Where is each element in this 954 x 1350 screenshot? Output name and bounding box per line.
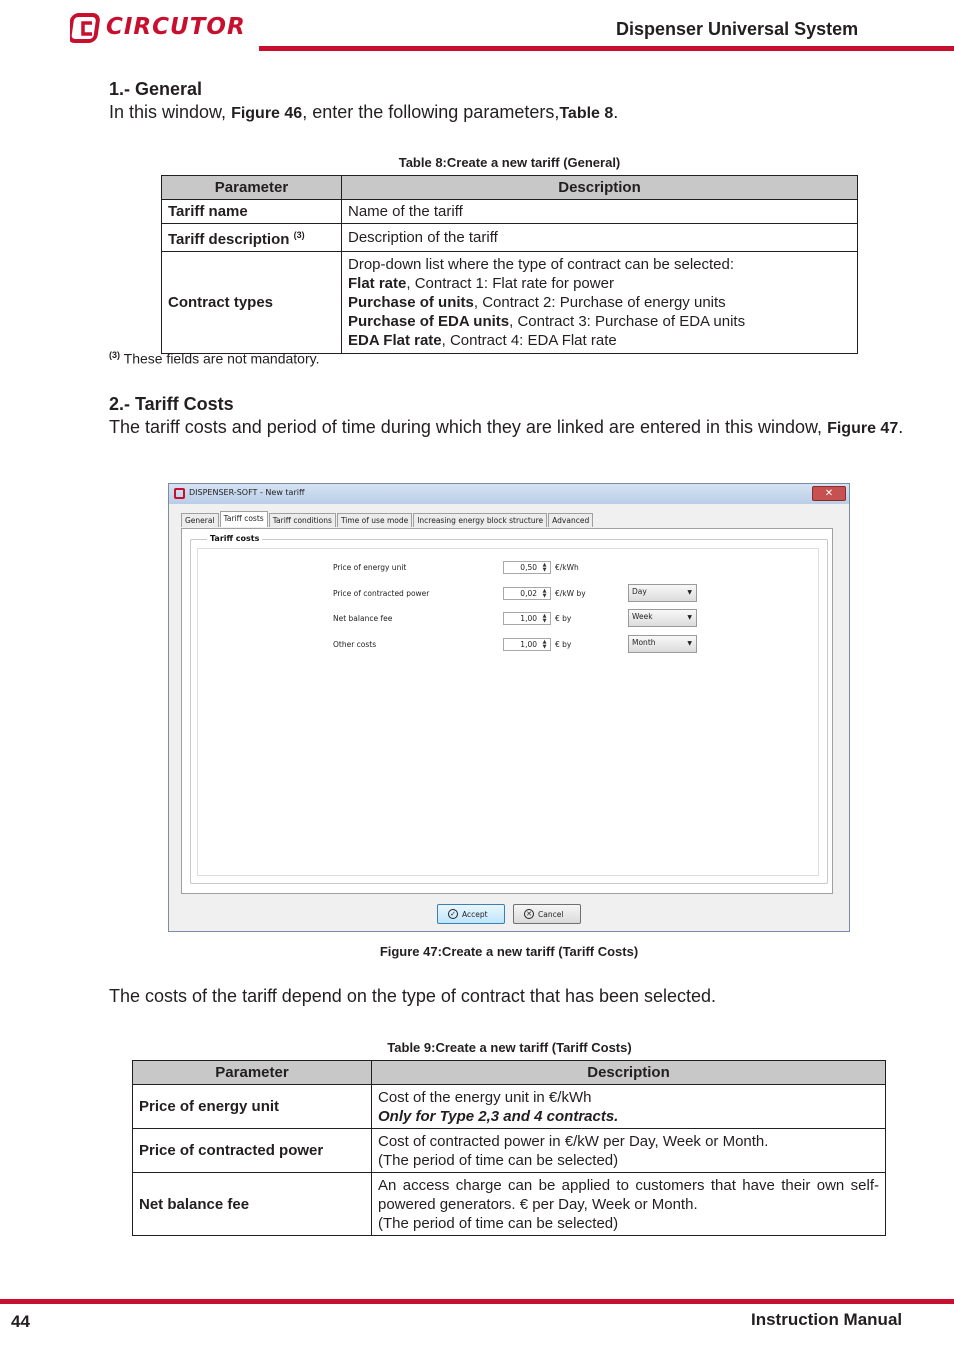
- button-label: Accept: [462, 909, 488, 919]
- table9-caption: Table 9:Create a new tariff (Tariff Costs): [387, 1040, 632, 1055]
- param-cell: Price of contracted power: [133, 1129, 372, 1173]
- window-titlebar: [169, 484, 849, 504]
- desc-cell: [372, 1173, 886, 1236]
- field-label-energy-unit: Price of energy unit: [333, 563, 407, 572]
- cancel-icon: ✕: [524, 909, 534, 919]
- table9: [132, 1060, 886, 1236]
- accept-button[interactable]: [437, 904, 505, 924]
- header-rule: [259, 46, 954, 51]
- unit-label: €/kWh: [555, 563, 579, 572]
- desc-line-bold: Purchase of units: [348, 294, 474, 311]
- field-label-net-balance-fee: Net balance fee: [333, 614, 393, 623]
- param-cell: Tariff name: [162, 200, 342, 224]
- net-balance-fee-period-select[interactable]: [628, 609, 697, 627]
- intro-end: .: [613, 102, 619, 122]
- desc-note: (The period of time can be selected): [378, 1214, 619, 1232]
- desc-line: Cost of contracted power in €/kW per Day, Week or Month.: [378, 1132, 769, 1150]
- tab-advanced[interactable]: Advanced: [548, 513, 593, 527]
- intro-figure-ref: Figure 47: [827, 420, 899, 437]
- group-body: [197, 548, 819, 876]
- section-tariff-costs-intro: [109, 416, 909, 440]
- new-tariff-window: [168, 483, 850, 932]
- chevron-down-icon: ▼: [687, 589, 692, 596]
- desc-line-bold: EDA Flat rate: [348, 332, 442, 349]
- desc-cell: [342, 252, 858, 354]
- column-header: Description: [342, 176, 858, 200]
- energy-unit-price-input[interactable]: [503, 561, 551, 574]
- spinner-icon[interactable]: ▲ ▼: [542, 639, 547, 650]
- input-value: 0,02: [520, 589, 537, 598]
- desc-line-text: , Contract 3: Purchase of EDA units: [509, 313, 746, 330]
- param-cell: Net balance fee: [133, 1173, 372, 1236]
- figure47-caption: Figure 47:Create a new tariff (Tariff Costs): [379, 944, 639, 959]
- footnote-text: These fields are not mandatory.: [120, 350, 320, 367]
- input-value: 0,50: [520, 563, 537, 572]
- select-value: Week: [632, 612, 653, 621]
- desc-cell: [372, 1129, 886, 1173]
- spinner-icon[interactable]: ▲ ▼: [542, 588, 547, 599]
- check-icon: ✓: [448, 909, 458, 919]
- input-value: 1,00: [520, 640, 537, 649]
- footnote-mark: (3): [109, 350, 120, 360]
- footer-manual-title: Instruction Manual: [751, 1310, 903, 1329]
- desc-line: [348, 255, 851, 274]
- tab-increasing-energy-block[interactable]: Increasing energy block structure: [413, 513, 547, 527]
- table8-caption: Table 8:Create a new tariff (General): [398, 155, 621, 170]
- group-title: Tariff costs: [207, 534, 262, 543]
- unit-label: € by: [555, 640, 572, 649]
- other-costs-input[interactable]: [503, 638, 551, 651]
- table-row: [133, 1173, 886, 1236]
- contracted-power-period-select[interactable]: [628, 584, 697, 602]
- desc-cell: Name of the tariff: [342, 200, 858, 224]
- intro-end: .: [898, 417, 904, 437]
- column-header: Parameter: [162, 176, 342, 200]
- net-balance-fee-input[interactable]: [503, 612, 551, 625]
- page-header-title: Dispenser Universal System: [616, 19, 859, 39]
- desc-line: Cost of the energy unit in €/kWh: [378, 1088, 592, 1106]
- select-value: Day: [632, 587, 647, 596]
- tab-tariff-conditions[interactable]: Tariff conditions: [269, 513, 336, 527]
- unit-label: € by: [555, 614, 572, 623]
- column-header: Description: [372, 1061, 886, 1085]
- spinner-icon[interactable]: ▲ ▼: [542, 562, 547, 573]
- input-value: 1,00: [520, 614, 537, 623]
- footnote-marker: (3): [293, 230, 305, 240]
- intro-prefix: In this window,: [109, 102, 232, 122]
- table-header-row: [162, 176, 858, 200]
- brand-name: CIRCUTOR: [106, 14, 246, 40]
- intro-mid: , enter the following parameters,: [302, 102, 560, 122]
- circutor-logo-icon: [70, 12, 104, 46]
- tab-tariff-costs[interactable]: Tariff costs: [220, 511, 268, 527]
- param-cell: [162, 224, 342, 252]
- cancel-button[interactable]: [513, 904, 581, 924]
- other-costs-period-select[interactable]: [628, 635, 697, 653]
- desc-line-text: , Contract 1: Flat rate for power: [406, 275, 614, 292]
- intro-table-ref: Table 8: [559, 105, 614, 122]
- desc-note: Only for Type 2,3 and 4 contracts.: [378, 1107, 619, 1125]
- param-text: Tariff description: [168, 231, 290, 248]
- desc-line: An access charge can be applied to customers that have their own self-powered generators. € per Day, Week or Month.: [378, 1176, 879, 1213]
- button-label: Cancel: [538, 909, 564, 919]
- app-icon: [174, 488, 185, 499]
- desc-line-text: Drop-down list where the type of contract can be selected:: [348, 256, 735, 273]
- table-row: [162, 224, 858, 252]
- desc-line: [348, 293, 851, 312]
- param-cell: Contract types: [162, 252, 342, 354]
- desc-line-bold: Purchase of EDA units: [348, 313, 510, 330]
- close-icon[interactable]: ✕: [812, 486, 846, 501]
- costs-paragraph: The costs of the tariff depend on the type of contract that has been selected.: [109, 986, 717, 1006]
- contracted-power-price-input[interactable]: [503, 587, 551, 600]
- desc-line-text: , Contract 4: EDA Flat rate: [441, 332, 617, 349]
- desc-line-text: , Contract 2: Purchase of energy units: [473, 294, 726, 311]
- section-general-title: 1.- General: [109, 79, 203, 99]
- desc-cell: [372, 1085, 886, 1129]
- chevron-down-icon: ▼: [687, 614, 692, 621]
- field-label-contracted-power: Price of contracted power: [333, 589, 430, 598]
- table-row: [133, 1085, 886, 1129]
- tariff-costs-panel: [181, 528, 833, 894]
- desc-line-bold: Flat rate: [348, 275, 407, 292]
- page-number: 44: [11, 1312, 30, 1331]
- field-label-other-costs: Other costs: [333, 640, 377, 649]
- desc-line: [348, 274, 851, 293]
- table8: [161, 175, 858, 354]
- section-general-intro: [109, 101, 618, 125]
- footer-rule: [0, 1299, 954, 1304]
- column-header: Parameter: [133, 1061, 372, 1085]
- circutor-logo: [70, 12, 250, 46]
- table-row: [133, 1129, 886, 1173]
- intro-figure-ref: Figure 46: [231, 105, 303, 122]
- desc-line: [348, 312, 851, 331]
- table-row: [162, 200, 858, 224]
- table-row: [162, 252, 858, 354]
- desc-note: (The period of time can be selected): [378, 1151, 619, 1169]
- tab-general[interactable]: General: [181, 513, 219, 527]
- tariff-costs-group: [190, 534, 828, 884]
- tab-time-of-use-mode[interactable]: Time of use mode: [337, 513, 412, 527]
- table8-footnote: [109, 350, 319, 367]
- chevron-down-icon: ▼: [687, 640, 692, 647]
- param-cell: Price of energy unit: [133, 1085, 372, 1129]
- spinner-icon[interactable]: ▲ ▼: [542, 613, 547, 624]
- tab-bar: [181, 513, 594, 528]
- desc-cell: Description of the tariff: [342, 224, 858, 252]
- intro-text: The tariff costs and period of time during which they are linked are entered in this window,: [109, 417, 823, 437]
- section-tariff-costs-title: 2.- Tariff Costs: [109, 394, 234, 414]
- table-header-row: [133, 1061, 886, 1085]
- desc-line: [348, 331, 851, 350]
- unit-label: €/kW by: [555, 589, 586, 598]
- window-title: DISPENSER-SOFT - New tariff: [189, 488, 305, 497]
- select-value: Month: [632, 638, 656, 647]
